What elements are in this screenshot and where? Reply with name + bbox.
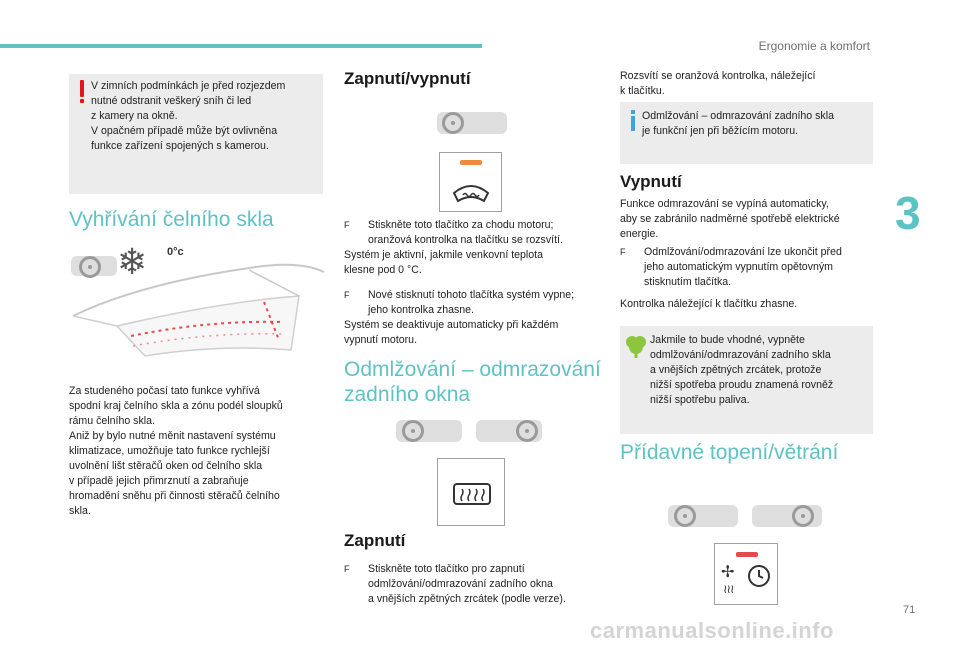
watermark: carmanualsonline.info xyxy=(590,618,834,643)
aux-heating-button[interactable] xyxy=(714,543,778,605)
windscreen-illustration xyxy=(69,240,331,362)
bullet-press-on xyxy=(344,218,604,250)
heading-aux-heating: Přídavné topení/větrání xyxy=(620,441,839,464)
windscreen-heating-button[interactable] xyxy=(439,152,502,212)
warning-note-text: V zimních podmínkách je před rozjezdem nutné odstranit veškerý sníh či led z kamery na okně. V opačném případě může být ovlivněna funkce zařízení spojených s kamerou. xyxy=(91,80,286,152)
heat-waves-icon: ≀≀≀ xyxy=(723,582,734,596)
indicator-led xyxy=(460,160,482,165)
steering-wheel-icon-1 xyxy=(442,112,464,134)
warning-icon xyxy=(80,80,84,103)
text-auto-deactivate: Systém se deaktivuje automaticky při každém vypnutí motoru. xyxy=(344,319,559,346)
windscreen-heat-icon xyxy=(451,177,491,205)
warning-note xyxy=(69,74,323,194)
page-number: 71 xyxy=(903,604,916,616)
rear-window-heat-icon xyxy=(452,481,492,509)
bullet-text: Stiskněte toto tlačítko za chodu motoru; oranžová kontrolka na tlačítku se rozsvítí. xyxy=(368,219,563,246)
timer-clock-icon xyxy=(747,564,771,588)
heading-on-off: Zapnutí/vypnutí xyxy=(344,69,471,88)
indicator-led-aux xyxy=(736,552,758,557)
text-active-below-zero: Systém je aktivní, jakmile venkovní teplota klesne pod 0 °C. xyxy=(344,249,544,276)
info-note-text: Odmlžování – odmrazování zadního skla je funkční jen při běžícím motoru. xyxy=(642,110,834,137)
info-note xyxy=(620,102,873,164)
bullet-switch-off xyxy=(620,245,880,291)
tip-note-text: Jakmile to bude vhodné, vypněte odmlžování/odmrazování zadního skla a vnějších zpětných zrcátek, protože nižší spotřeba proudu znamená rovněž nižší spotřebu paliva. xyxy=(650,334,834,406)
bullet-text: Nové stisknutí tohoto tlačítka systém vypne; jeho kontrolka zhasne. xyxy=(368,289,575,316)
rear-demist-button[interactable] xyxy=(437,458,505,526)
snowflake-icon: ❄ xyxy=(117,241,148,282)
bullet-press-off xyxy=(344,288,606,320)
windscreen-body-text: Za studeného počasí tato funkce vyhřívá spodní kraj čelního skla a zónu podél sloupků rámu čelního skla. Aniž by bylo nutné měnit nastavení systému klimatizace, umožňuje tato funkce rychlejší uvolnění lišt stěračů oken od čelního skla v případě jejich přimrznutí a zabraňuje hromadění sněhu při činnosti stěračů čelního skla. xyxy=(69,385,283,517)
bullet-marker: F xyxy=(620,247,626,257)
heading-rear-demist: Odmlžování – odmrazování zadního okna xyxy=(344,358,601,406)
text-orange-light: Rozsvítí se oranžová kontrolka, náležející k tlačítku. xyxy=(620,70,816,97)
section-title: Ergonomie a komfort xyxy=(758,39,870,53)
temperature-label: 0°c xyxy=(167,246,184,258)
chapter-number: 3 xyxy=(895,187,921,239)
bullet-rear-on xyxy=(344,562,604,608)
bullet-marker: F xyxy=(344,220,350,230)
heading-switch-off: Vypnutí xyxy=(620,172,682,191)
heading-switch-on: Zapnutí xyxy=(344,531,406,550)
bullet-marker: F xyxy=(344,290,350,300)
steering-wheel-icon-4 xyxy=(674,505,696,527)
bullet-text: Stiskněte toto tlačítko pro zapnutí odmlžování/odmrazování zadního okna a vnějších zpětných zrcátek (podle verze). xyxy=(368,563,566,605)
header-accent-bar xyxy=(0,44,482,48)
tip-note xyxy=(620,326,873,434)
fan-icon: ✢ xyxy=(721,564,735,581)
steering-wheel-icon-3 xyxy=(516,420,538,442)
eco-tree-icon xyxy=(625,334,647,358)
steering-wheel-icon xyxy=(79,256,101,278)
heading-windscreen-heating: Vyhřívání čelního skla xyxy=(69,208,274,231)
steering-wheel-icon-2 xyxy=(402,420,424,442)
text-auto-switch-off: Funkce odmrazování se vypíná automaticky, aby se zabránilo nadměrné spotřebě elektrické energie. xyxy=(620,198,840,240)
info-icon xyxy=(631,110,635,131)
text-light-off: Kontrolka náležející k tlačítku zhasne. xyxy=(620,298,798,310)
bullet-marker: F xyxy=(344,564,350,574)
bullet-text: Odmlžování/odmrazování lze ukončit před jeho automatickým vypnutím opětovným stisknutím tlačítka. xyxy=(644,246,842,288)
steering-wheel-icon-5 xyxy=(792,505,814,527)
